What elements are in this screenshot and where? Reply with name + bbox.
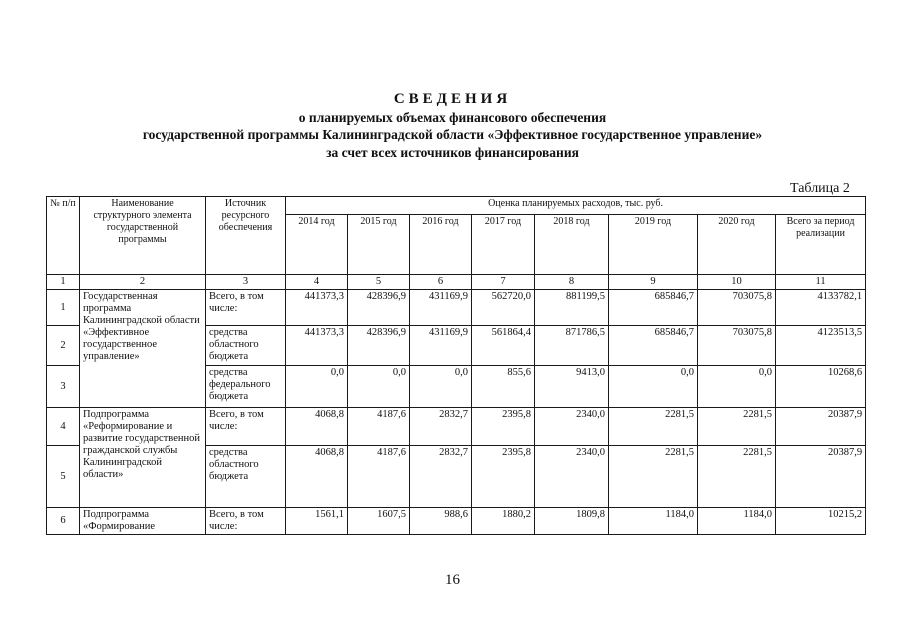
value-2018: 871786,5: [535, 326, 609, 366]
value-2017: 855,6: [472, 366, 535, 408]
row-number: 5: [47, 446, 80, 508]
table-row: [47, 290, 866, 326]
value-total: 20387,9: [776, 408, 866, 446]
table-row: [47, 508, 866, 535]
value-2015: 0,0: [348, 366, 410, 408]
value-2016: 2832,7: [410, 408, 472, 446]
column-number: 9: [609, 275, 698, 290]
column-number: 2: [80, 275, 206, 290]
document-subtitle-line-3: за счет всех источников финансирования: [326, 145, 579, 160]
table-label: Таблица 2: [790, 181, 850, 196]
value-2014: 441373,3: [286, 326, 348, 366]
value-2017: 2395,8: [472, 408, 535, 446]
header-year-2018: 2018 год: [535, 215, 609, 275]
row-number: 2: [47, 326, 80, 366]
value-2020: 0,0: [698, 366, 776, 408]
value-2016: 2832,7: [410, 446, 472, 508]
column-number: 6: [410, 275, 472, 290]
value-2016: 0,0: [410, 366, 472, 408]
document-subtitle-line-1: о планируемых объемах финансового обеспечения: [298, 110, 607, 125]
funding-source: Всего, в том числе:: [206, 408, 286, 446]
column-number: 4: [286, 275, 348, 290]
funding-source: средства областного бюджета: [206, 326, 286, 366]
value-2014: 4068,8: [286, 408, 348, 446]
value-2019: 2281,5: [609, 446, 698, 508]
document-title: СВЕДЕНИЯ: [393, 91, 512, 107]
value-2018: 1809,8: [535, 508, 609, 535]
value-2018: 9413,0: [535, 366, 609, 408]
column-number: 3: [206, 275, 286, 290]
value-2018: 881199,5: [535, 290, 609, 326]
row-number: 4: [47, 408, 80, 446]
table-row: [47, 408, 866, 446]
value-2019: 685846,7: [609, 290, 698, 326]
row-number: 1: [47, 290, 80, 326]
column-number: 7: [472, 275, 535, 290]
value-total: 10268,6: [776, 366, 866, 408]
header-expenses-group: Оценка планируемых расходов, тыс. руб.: [286, 197, 866, 215]
value-2016: 988,6: [410, 508, 472, 535]
value-total: 10215,2: [776, 508, 866, 535]
header-year-2015: 2015 год: [348, 215, 410, 275]
value-2020: 703075,8: [698, 326, 776, 366]
value-2020: 703075,8: [698, 290, 776, 326]
column-number: 8: [535, 275, 609, 290]
document-subtitle-line-2: государственной программы Калининградской области «Эффективное государственное управление»: [142, 127, 763, 142]
header-year-2019: 2019 год: [609, 215, 698, 275]
column-number: 11: [776, 275, 866, 290]
value-2019: 2281,5: [609, 408, 698, 446]
header-year-2014: 2014 год: [286, 215, 348, 275]
value-total: 4133782,1: [776, 290, 866, 326]
value-2014: 1561,1: [286, 508, 348, 535]
column-number: 10: [698, 275, 776, 290]
value-2019: 685846,7: [609, 326, 698, 366]
element-name: Государственная программа Калининградской области «Эффективное государственное управление»: [80, 290, 206, 408]
value-2015: 1607,5: [348, 508, 410, 535]
value-2017: 561864,4: [472, 326, 535, 366]
value-2016: 431169,9: [410, 290, 472, 326]
value-2015: 428396,9: [348, 290, 410, 326]
value-2018: 2340,0: [535, 408, 609, 446]
row-number: 3: [47, 366, 80, 408]
value-2018: 2340,0: [535, 446, 609, 508]
header-year-2020: 2020 год: [698, 215, 776, 275]
header-year-2017: 2017 год: [472, 215, 535, 275]
value-2019: 0,0: [609, 366, 698, 408]
value-2014: 4068,8: [286, 446, 348, 508]
value-2014: 441373,3: [286, 290, 348, 326]
value-2015: 428396,9: [348, 326, 410, 366]
column-number: 1: [47, 275, 80, 290]
header-name: Наименование структурного элемента государственной программы: [80, 197, 206, 275]
value-2017: 562720,0: [472, 290, 535, 326]
value-2017: 1880,2: [472, 508, 535, 535]
funding-source: средства федерального бюджета: [206, 366, 286, 408]
header-total: Всего за период реализации: [776, 215, 866, 275]
value-total: 4123513,5: [776, 326, 866, 366]
element-name: Подпрограмма «Реформирование и развитие государственной гражданской службы Калининградской области»: [80, 408, 206, 508]
financing-table: [46, 196, 866, 535]
funding-source: Всего, в том числе:: [206, 508, 286, 535]
page-number: 16: [445, 572, 460, 588]
value-total: 20387,9: [776, 446, 866, 508]
row-number: 6: [47, 508, 80, 535]
element-name: Подпрограмма «Формирование: [80, 508, 206, 535]
value-2016: 431169,9: [410, 326, 472, 366]
value-2015: 4187,6: [348, 408, 410, 446]
value-2020: 1184,0: [698, 508, 776, 535]
funding-source: средства областного бюджета: [206, 446, 286, 508]
value-2020: 2281,5: [698, 408, 776, 446]
value-2015: 4187,6: [348, 446, 410, 508]
header-year-2016: 2016 год: [410, 215, 472, 275]
value-2019: 1184,0: [609, 508, 698, 535]
value-2020: 2281,5: [698, 446, 776, 508]
funding-source: Всего, в том числе:: [206, 290, 286, 326]
value-2014: 0,0: [286, 366, 348, 408]
header-source: Источник ресурсного обеспечения: [206, 197, 286, 275]
column-number: 5: [348, 275, 410, 290]
value-2017: 2395,8: [472, 446, 535, 508]
column-number-row: [47, 275, 866, 290]
header-no: № п/п: [47, 197, 80, 275]
